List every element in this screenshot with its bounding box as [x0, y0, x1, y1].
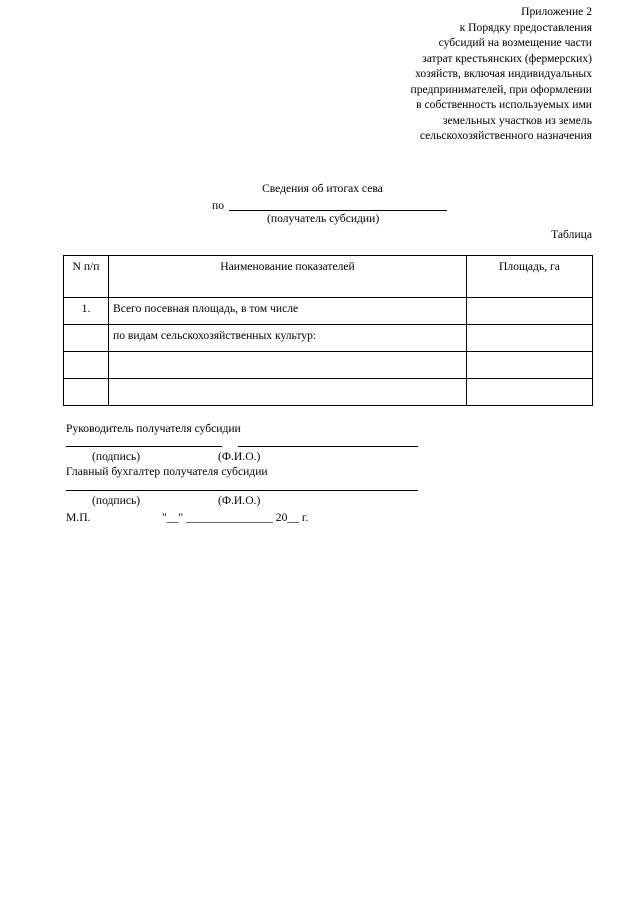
head-fio-line[interactable]: [238, 446, 418, 447]
header-line: к Порядку предоставления: [459, 20, 592, 34]
seal-placeholder: М.П.: [66, 511, 91, 524]
accountant-fio-line[interactable]: [222, 490, 418, 491]
header-line: хозяйств, включая индивидуальных: [415, 67, 592, 80]
table-row: [64, 379, 593, 406]
fio-caption: (Ф.И.О.): [218, 494, 261, 507]
table-header-row: [64, 256, 593, 298]
document-title: Сведения об итогах сева: [262, 182, 383, 195]
row-name[interactable]: [109, 352, 467, 379]
head-signature-line[interactable]: [66, 446, 222, 447]
recipient-caption: (получатель субсидии): [267, 212, 380, 225]
recipient-name-line[interactable]: [229, 210, 447, 211]
header-line: земельных участков из земель: [442, 113, 592, 127]
head-title: Руководитель получателя субсидии: [66, 422, 241, 435]
header-name: Наименование показателей: [109, 256, 467, 298]
row-num[interactable]: [64, 352, 109, 379]
sowing-results-table: [63, 255, 593, 406]
row-num: [64, 325, 109, 352]
date-field[interactable]: "__" _______________ 20__ г.: [162, 511, 309, 524]
row-name: Всего посевная площадь, в том числе: [109, 298, 467, 325]
table-label: Таблица: [551, 228, 592, 241]
header-line: в собственность используемых ими: [416, 98, 592, 111]
header-line: Приложение 2: [521, 5, 592, 18]
header-line: предпринимателей, при оформлении: [410, 82, 592, 96]
table-row: [64, 352, 593, 379]
header-line: субсидий на возмещение части: [438, 36, 592, 49]
header-area: Площадь, га: [467, 256, 593, 298]
header-line: затрат крестьянских (фермерских): [422, 51, 592, 65]
accountant-signature-line[interactable]: [66, 490, 222, 491]
fio-caption: (Ф.И.О.): [218, 450, 261, 463]
row-area[interactable]: [467, 379, 593, 406]
appendix-header: [411, 4, 592, 144]
row-name: по видам сельскохозяйственных культур:: [109, 325, 467, 352]
accountant-title: Главный бухгалтер получателя субсидии: [66, 465, 268, 478]
row-num[interactable]: [64, 379, 109, 406]
table-row: [64, 298, 593, 325]
row-num: 1.: [64, 298, 109, 325]
row-area[interactable]: [467, 325, 593, 352]
sign-caption: (подпись): [92, 494, 141, 507]
header-line: сельскохозяйственного назначения: [419, 129, 592, 142]
row-area[interactable]: [467, 352, 593, 379]
table-row: [64, 325, 593, 352]
po-label: по: [212, 199, 225, 212]
header-num: N п/п: [64, 256, 109, 298]
row-name[interactable]: [109, 379, 467, 406]
sign-caption: (подпись): [92, 450, 141, 463]
row-area[interactable]: [467, 298, 593, 325]
